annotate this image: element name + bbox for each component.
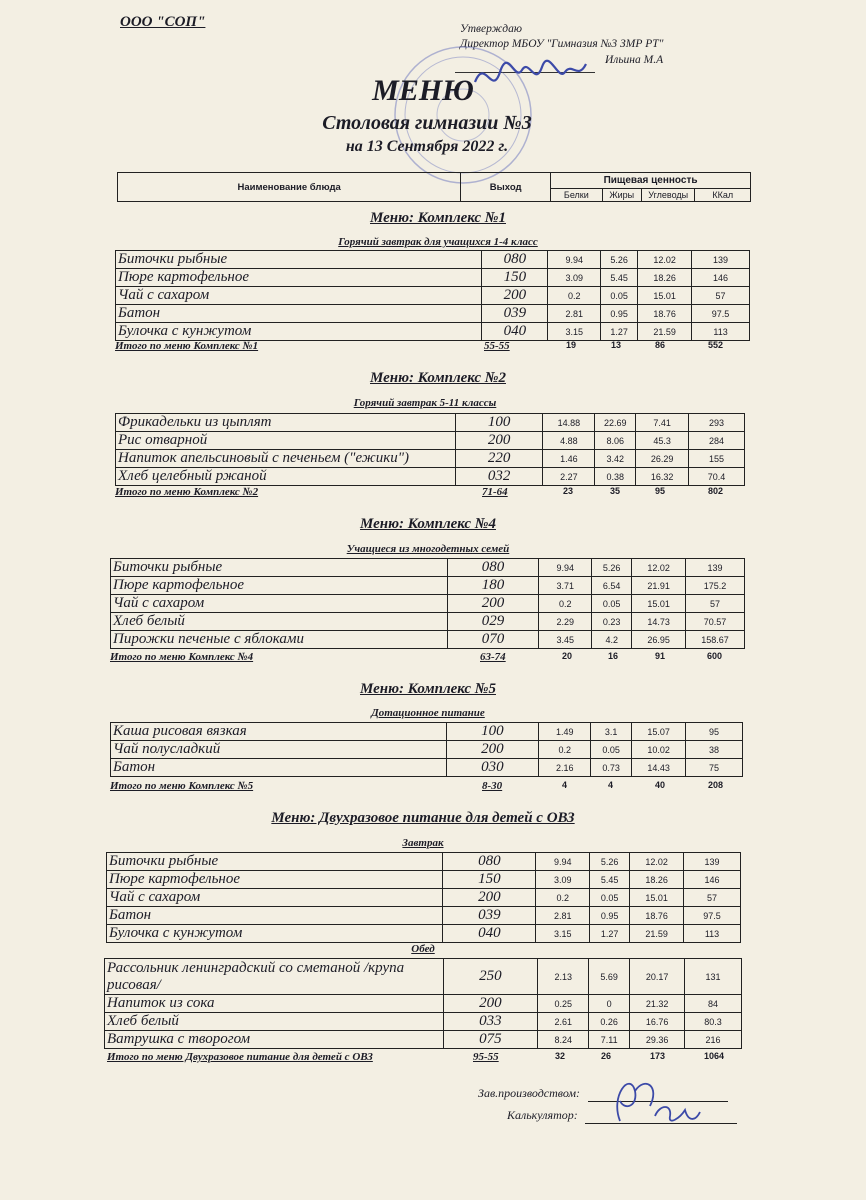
total-fat: 26	[601, 1051, 612, 1061]
dish-fat: 3.42	[595, 450, 636, 468]
total-kcal: 208	[708, 780, 724, 790]
dish-name: Пюре картофельное	[107, 871, 443, 889]
dish-protein: 3.71	[539, 577, 592, 595]
dish-output: 200	[443, 995, 538, 1013]
dish-output: 200	[446, 741, 539, 759]
dish-carbs: 15.01	[630, 889, 684, 907]
dish-kcal: 97.5	[684, 907, 741, 925]
dish-name: Пирожки печеные с яблоками	[111, 631, 448, 649]
dish-carbs: 29.36	[630, 1031, 685, 1049]
dish-name: Булочка с кунжутом	[116, 323, 482, 341]
dish-fat: 5.26	[592, 559, 632, 577]
dish-name: Чай с сахаром	[116, 287, 482, 305]
total-row	[115, 486, 755, 500]
total-carbs: 95	[655, 486, 666, 496]
menu-table	[110, 558, 745, 649]
total-carbs: 86	[655, 340, 666, 350]
dish-carbs: 21.32	[630, 995, 685, 1013]
header-fat: Жиры	[602, 189, 641, 202]
dish-output: 250	[443, 959, 538, 995]
dish-carbs: 21.59	[638, 323, 692, 341]
dish-carbs: 15.07	[632, 723, 686, 741]
header-carbs: Углеводы	[641, 189, 695, 202]
dish-kcal: 57	[684, 889, 741, 907]
dish-carbs: 16.76	[630, 1013, 685, 1031]
dish-kcal: 146	[692, 269, 750, 287]
total-label: Итого по меню Комплекс №1	[115, 340, 259, 352]
table-row	[116, 269, 750, 287]
dish-output: 040	[482, 323, 548, 341]
dish-fat: 0.95	[601, 305, 638, 323]
dish-kcal: 131	[685, 959, 742, 995]
dish-kcal: 139	[686, 559, 745, 577]
total-fat: 13	[611, 340, 622, 350]
total-row	[115, 340, 755, 354]
table-row	[116, 414, 745, 432]
dish-protein: 2.27	[543, 468, 595, 486]
total-fat: 4	[608, 780, 614, 790]
dish-protein: 1.46	[543, 450, 595, 468]
table-row	[111, 741, 743, 759]
header-dish: Наименование блюда	[118, 173, 461, 202]
dish-output: 200	[455, 432, 543, 450]
dish-name: Батон	[116, 305, 482, 323]
dish-name: Фрикадельки из цыплят	[116, 414, 456, 432]
dish-carbs: 16.32	[636, 468, 689, 486]
dish-carbs: 12.02	[630, 853, 684, 871]
dish-protein: 3.15	[548, 323, 601, 341]
approval-position: Директор МБОУ "Гимназия №3 ЗМР РТ"	[460, 38, 664, 50]
dish-protein: 2.29	[539, 613, 592, 631]
dish-kcal: 80.3	[685, 1013, 742, 1031]
dish-carbs: 20.17	[630, 959, 685, 995]
dish-name: Биточки рыбные	[116, 251, 482, 269]
dish-output: 100	[455, 414, 543, 432]
dish-fat: 0.05	[591, 741, 632, 759]
dish-protein: 3.45	[539, 631, 592, 649]
total-row	[110, 780, 750, 794]
dish-fat: 0.38	[595, 468, 636, 486]
dish-protein: 2.81	[536, 907, 590, 925]
total-carbs: 40	[655, 780, 666, 790]
dish-protein: 0.2	[536, 889, 590, 907]
dish-protein: 4.88	[543, 432, 595, 450]
dish-name: Биточки рыбные	[111, 559, 448, 577]
group-title: Горячий завтрак 5-11 классы	[353, 397, 497, 409]
page-subtitle: Столовая гимназии №3	[322, 112, 532, 134]
dish-fat: 0.23	[592, 613, 632, 631]
dish-kcal: 38	[686, 741, 743, 759]
dish-output: 150	[482, 269, 548, 287]
dish-name: Пюре картофельное	[116, 269, 482, 287]
dish-name: Чай полусладкий	[111, 741, 447, 759]
dish-carbs: 26.95	[632, 631, 686, 649]
dish-fat: 1.27	[601, 323, 638, 341]
dish-kcal: 97.5	[692, 305, 750, 323]
dish-name: Хлеб целебный ржаной	[116, 468, 456, 486]
total-fat: 16	[608, 651, 619, 661]
dish-output: 080	[443, 853, 536, 871]
dish-name: Чай с сахаром	[107, 889, 443, 907]
dish-protein: 3.15	[536, 925, 590, 943]
dish-output: 029	[447, 613, 539, 631]
dish-kcal: 284	[689, 432, 745, 450]
dish-protein: 3.09	[548, 269, 601, 287]
table-row	[116, 251, 750, 269]
menu-table	[104, 958, 742, 1049]
total-protein: 20	[562, 651, 573, 661]
table-row	[111, 577, 745, 595]
total-fat: 35	[610, 486, 621, 496]
total-protein: 4	[562, 780, 568, 790]
total-output: 55-55	[484, 340, 510, 352]
menu-table	[115, 413, 745, 486]
dish-kcal: 57	[686, 595, 745, 613]
table-row	[116, 287, 750, 305]
dish-fat: 3.1	[591, 723, 632, 741]
section-title: Меню: Комплекс №1	[370, 210, 506, 226]
menu-table	[106, 852, 741, 943]
dish-carbs: 21.91	[632, 577, 686, 595]
dish-output: 039	[482, 305, 548, 323]
dish-kcal: 75	[686, 759, 743, 777]
total-carbs: 91	[655, 651, 666, 661]
footer-signature-icon	[590, 1066, 710, 1136]
dish-fat: 5.45	[590, 871, 630, 889]
dish-carbs: 18.76	[630, 907, 684, 925]
dish-output: 030	[446, 759, 539, 777]
dish-protein: 2.81	[548, 305, 601, 323]
dish-carbs: 10.02	[632, 741, 686, 759]
table-row	[116, 323, 750, 341]
total-row	[107, 1051, 747, 1065]
table-row	[107, 871, 741, 889]
group-title: Обед	[411, 943, 435, 955]
dish-name: Напиток апельсиновый с печеньем ("ежики")	[116, 450, 456, 468]
column-header-table	[117, 172, 751, 202]
dish-protein: 14.88	[543, 414, 595, 432]
total-kcal: 600	[707, 651, 723, 661]
dish-fat: 4.2	[592, 631, 632, 649]
table-row	[111, 631, 745, 649]
dish-name: Батон	[107, 907, 443, 925]
dish-protein: 9.94	[536, 853, 590, 871]
dish-kcal: 113	[692, 323, 750, 341]
dish-kcal: 84	[685, 995, 742, 1013]
dish-fat: 8.06	[595, 432, 636, 450]
table-row	[105, 959, 742, 995]
total-output: 71-64	[482, 486, 508, 498]
header-protein: Белки	[551, 189, 602, 202]
production-manager-label: Зав.производством:	[478, 1086, 581, 1100]
dish-carbs: 12.02	[638, 251, 692, 269]
dish-fat: 5.45	[601, 269, 638, 287]
dish-output: 080	[447, 559, 539, 577]
table-row	[107, 853, 741, 871]
dish-name: Хлеб белый	[105, 1013, 444, 1031]
total-row	[110, 651, 750, 665]
dish-output: 075	[443, 1031, 538, 1049]
dish-protein: 8.24	[538, 1031, 589, 1049]
table-row	[107, 907, 741, 925]
table-row	[111, 723, 743, 741]
dish-kcal: 293	[689, 414, 745, 432]
dish-protein: 2.16	[539, 759, 591, 777]
table-row	[116, 432, 745, 450]
table-row	[111, 595, 745, 613]
dish-carbs: 15.01	[638, 287, 692, 305]
dish-name: Напиток из сока	[105, 995, 444, 1013]
dish-name: Ватрушка с творогом	[105, 1031, 444, 1049]
dish-fat: 0.73	[591, 759, 632, 777]
dish-output: 150	[443, 871, 536, 889]
dish-kcal: 57	[692, 287, 750, 305]
menu-date: на 13 Сентября 2022 г.	[345, 138, 509, 155]
dish-protein: 0.25	[538, 995, 589, 1013]
section-title: Меню: Комплекс №4	[360, 516, 496, 532]
approval-label: Утверждаю	[460, 23, 522, 35]
menu-table	[115, 250, 750, 341]
dish-name: Рассольник ленинградский со сметаной /крупа рисовая/	[105, 959, 444, 995]
dish-protein: 1.49	[539, 723, 591, 741]
dish-fat: 0.95	[590, 907, 630, 925]
page-title: МЕНЮ	[372, 74, 474, 107]
dish-kcal: 113	[684, 925, 741, 943]
dish-carbs: 14.73	[632, 613, 686, 631]
total-output: 63-74	[480, 651, 506, 663]
dish-fat: 0.05	[592, 595, 632, 613]
total-label: Итого по меню Комплекс №2	[115, 486, 259, 498]
dish-output: 200	[443, 889, 536, 907]
dish-name: Булочка с кунжутом	[107, 925, 443, 943]
dish-protein: 0.2	[539, 741, 591, 759]
dish-fat: 5.26	[590, 853, 630, 871]
dish-name: Батон	[111, 759, 447, 777]
dish-kcal: 139	[684, 853, 741, 871]
dish-carbs: 15.01	[632, 595, 686, 613]
dish-carbs: 18.26	[630, 871, 684, 889]
dish-output: 180	[447, 577, 539, 595]
table-row	[105, 1031, 742, 1049]
dish-protein: 2.61	[538, 1013, 589, 1031]
dish-fat: 0.05	[601, 287, 638, 305]
total-carbs: 173	[650, 1051, 666, 1061]
dish-carbs: 18.26	[638, 269, 692, 287]
table-row	[107, 889, 741, 907]
table-row	[111, 559, 745, 577]
dish-name: Каша рисовая вязкая	[111, 723, 447, 741]
total-kcal: 552	[708, 340, 724, 350]
dish-name: Чай с сахаром	[111, 595, 448, 613]
dish-kcal: 70.4	[689, 468, 745, 486]
total-kcal: 802	[708, 486, 724, 496]
group-title: Учащиеся из многодетных семей	[346, 543, 510, 555]
header-output: Выход	[461, 173, 551, 202]
section-title: Меню: Двухразовое питание для детей с ОВЗ	[271, 810, 575, 826]
dish-output: 032	[455, 468, 543, 486]
dish-output: 070	[447, 631, 539, 649]
table-row	[105, 1013, 742, 1031]
dish-output: 200	[482, 287, 548, 305]
dish-output: 100	[446, 723, 539, 741]
total-output: 95-55	[473, 1051, 499, 1063]
dish-output: 220	[455, 450, 543, 468]
dish-carbs: 7.41	[636, 414, 689, 432]
dish-fat: 6.54	[592, 577, 632, 595]
dish-kcal: 139	[692, 251, 750, 269]
group-title: Дотационное питание	[371, 707, 485, 719]
header-kcal: ККал	[695, 189, 751, 202]
dish-kcal: 70.57	[686, 613, 745, 631]
dish-output: 040	[443, 925, 536, 943]
dish-fat: 7.11	[589, 1031, 630, 1049]
dish-fat: 5.26	[601, 251, 638, 269]
table-row	[111, 759, 743, 777]
table-row	[116, 468, 745, 486]
dish-kcal: 146	[684, 871, 741, 889]
total-label: Итого по меню Комплекс №5	[110, 780, 254, 792]
dish-fat: 0	[589, 995, 630, 1013]
dish-fat: 22.69	[595, 414, 636, 432]
dish-kcal: 155	[689, 450, 745, 468]
table-row	[111, 613, 745, 631]
dish-fat: 0.26	[589, 1013, 630, 1031]
section-title: Меню: Комплекс №5	[360, 681, 496, 697]
calculator-label: Калькулятор:	[507, 1108, 578, 1122]
dish-carbs: 14.43	[632, 759, 686, 777]
dish-fat: 1.27	[590, 925, 630, 943]
dish-protein: 0.2	[548, 287, 601, 305]
dish-name: Биточки рыбные	[107, 853, 443, 871]
dish-protein: 9.94	[548, 251, 601, 269]
total-label: Итого по меню Двухразовое питание для детей с ОВЗ	[107, 1051, 373, 1063]
total-kcal: 1064	[704, 1051, 725, 1061]
menu-table	[110, 722, 743, 777]
section-title: Меню: Комплекс №2	[370, 370, 506, 386]
dish-output: 039	[443, 907, 536, 925]
total-protein: 32	[555, 1051, 566, 1061]
header-nutrition: Пищевая ценность	[551, 173, 751, 189]
table-row	[105, 995, 742, 1013]
table-row	[107, 925, 741, 943]
organization-name: ООО "СОП"	[120, 14, 206, 30]
dish-protein: 9.94	[539, 559, 592, 577]
dish-kcal: 216	[685, 1031, 742, 1049]
dish-output: 033	[443, 1013, 538, 1031]
dish-carbs: 45.3	[636, 432, 689, 450]
total-protein: 19	[566, 340, 577, 350]
total-protein: 23	[563, 486, 574, 496]
total-label: Итого по меню Комплекс №4	[110, 651, 254, 663]
group-title: Горячий завтрак для учащихся 1-4 класс	[338, 236, 538, 248]
table-row	[116, 450, 745, 468]
dish-kcal: 175.2	[686, 577, 745, 595]
dish-kcal: 95	[686, 723, 743, 741]
dish-carbs: 18.76	[638, 305, 692, 323]
dish-protein: 3.09	[536, 871, 590, 889]
group-title: Завтрак	[402, 837, 444, 849]
total-output: 8-30	[482, 780, 503, 792]
dish-output: 200	[447, 595, 539, 613]
dish-kcal: 158.67	[686, 631, 745, 649]
dish-carbs: 21.59	[630, 925, 684, 943]
dish-carbs: 26.29	[636, 450, 689, 468]
dish-carbs: 12.02	[632, 559, 686, 577]
table-row	[116, 305, 750, 323]
dish-fat: 0.05	[590, 889, 630, 907]
dish-fat: 5.69	[589, 959, 630, 995]
dish-protein: 0.2	[539, 595, 592, 613]
dish-protein: 2.13	[538, 959, 589, 995]
dish-output: 080	[482, 251, 548, 269]
dish-name: Пюре картофельное	[111, 577, 448, 595]
dish-name: Хлеб белый	[111, 613, 448, 631]
approval-signer: Ильина М.А	[605, 54, 664, 66]
dish-name: Рис отварной	[116, 432, 456, 450]
